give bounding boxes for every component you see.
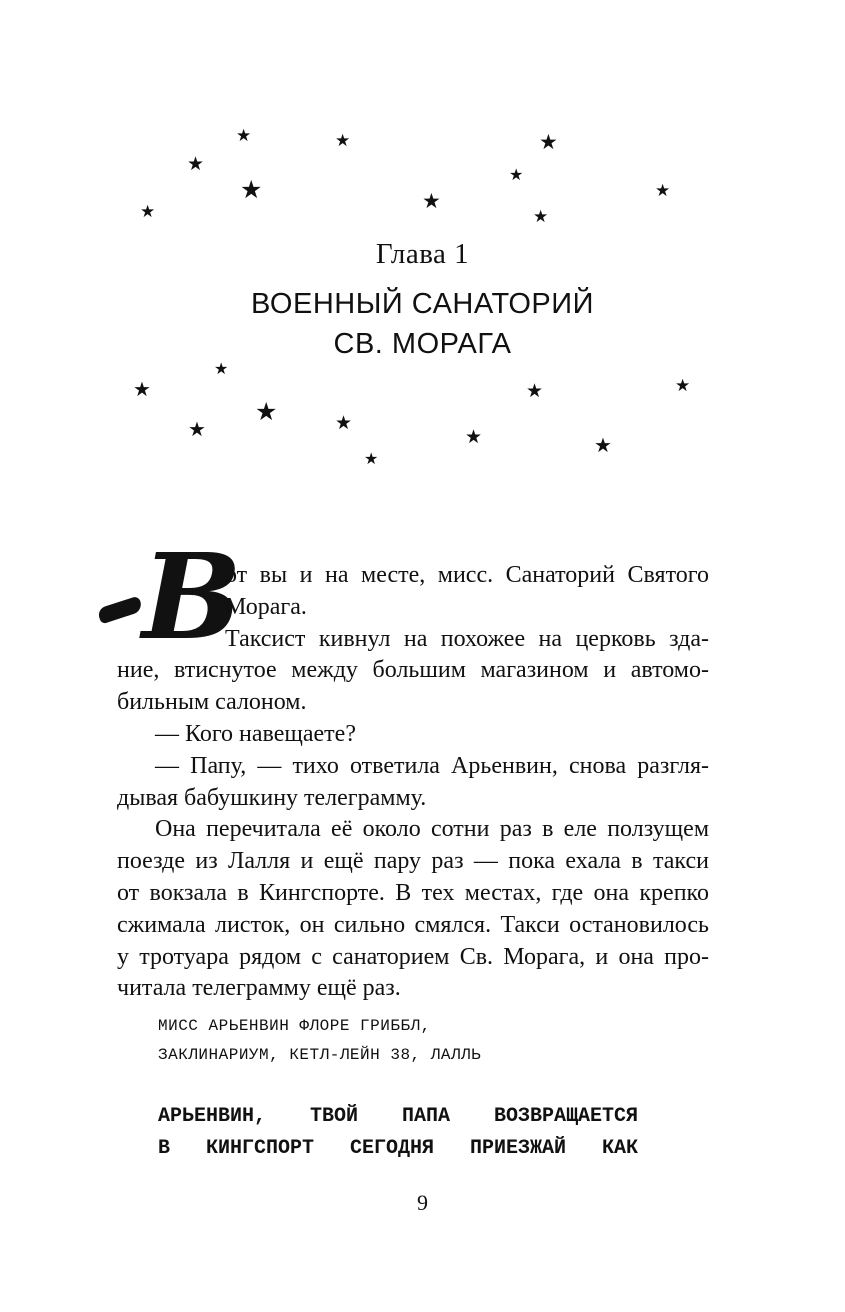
body-line: от вокзала в Кингспорте. В тех местах, где она крепко — [117, 879, 709, 906]
star-icon: ★ — [335, 413, 353, 434]
chapter-number: Глава 1 — [375, 238, 470, 270]
star-icon: ★ — [140, 202, 156, 221]
star-icon: ★ — [214, 361, 229, 378]
body-line: сжимала листок, он сильно смялся. Такси остановилось — [117, 911, 709, 938]
star-icon: ★ — [133, 379, 151, 401]
telegram-message — [158, 1101, 638, 1165]
body-line: Она перечитала её около сотни раз в еле ползущем — [155, 816, 709, 843]
star-icon: ★ — [187, 154, 205, 175]
chapter-title-line: СВ. МОРАГА — [333, 328, 512, 360]
body-line: Таксист кивнул на похожее на церковь зда- — [225, 625, 709, 652]
chapter-title-line: ВОЕННЫЙ САНАТОРИЙ — [251, 288, 594, 320]
body-line: — Папу, — тихо ответила Арьенвин, снова разгля- — [155, 752, 709, 779]
star-icon: ★ — [655, 181, 671, 200]
chapter-title — [0, 284, 845, 364]
dropcap-letter: В — [142, 527, 242, 666]
telegram-message-line: В КИНГСПОРТ СЕГОДНЯ ПРИЕЗЖАЙ КАК — [158, 1137, 638, 1160]
star-icon: ★ — [240, 177, 263, 204]
star-icon: ★ — [422, 189, 441, 213]
stars-decoration-bottom — [0, 360, 845, 520]
body-line: от вы и на месте, мисс. Санаторий Святого — [225, 562, 709, 588]
star-icon: ★ — [533, 207, 549, 226]
telegram-message-line: АРЬЕНВИН, ТВОЙ ПАПА ВОЗВРАЩАЕТСЯ — [158, 1105, 638, 1128]
star-icon: ★ — [594, 435, 612, 457]
body-line: у тротуара рядом с санаторием Св. Морага, и она про- — [117, 943, 709, 970]
body-text — [117, 560, 709, 1005]
star-icon: ★ — [539, 130, 558, 154]
body-line: читала телеграмму ещё раз. — [117, 975, 401, 1002]
body-line: поезде из Лалля и ещё пару раз — пока ехала в такси — [117, 848, 709, 875]
star-icon: ★ — [335, 131, 351, 150]
star-icon: ★ — [526, 381, 544, 402]
star-icon: ★ — [364, 451, 379, 468]
star-icon: ★ — [188, 419, 206, 441]
body-line: — Кого навещаете? — [155, 720, 356, 747]
body-line: бильным салоном. — [117, 689, 307, 716]
page-number: 9 — [417, 1190, 428, 1215]
telegram-address-line: МИСС АРЬЕНВИН ФЛОРЕ ГРИББЛ, — [158, 1017, 431, 1035]
body-line: Морага. — [225, 593, 307, 620]
body-line: ние, втиснутое между большим магазином и автомо- — [117, 657, 709, 684]
star-icon: ★ — [236, 126, 252, 145]
star-icon: ★ — [509, 167, 524, 184]
telegram-address — [158, 1012, 638, 1070]
star-icon: ★ — [255, 399, 278, 426]
star-icon: ★ — [675, 376, 691, 395]
telegram-address-line: ЗАКЛИНАРИУМ, КЕТЛ-ЛЕЙН 38, ЛАЛЛЬ — [158, 1046, 482, 1064]
star-icon: ★ — [465, 427, 483, 448]
body-line: дывая бабушкину телеграмму. — [117, 784, 427, 811]
